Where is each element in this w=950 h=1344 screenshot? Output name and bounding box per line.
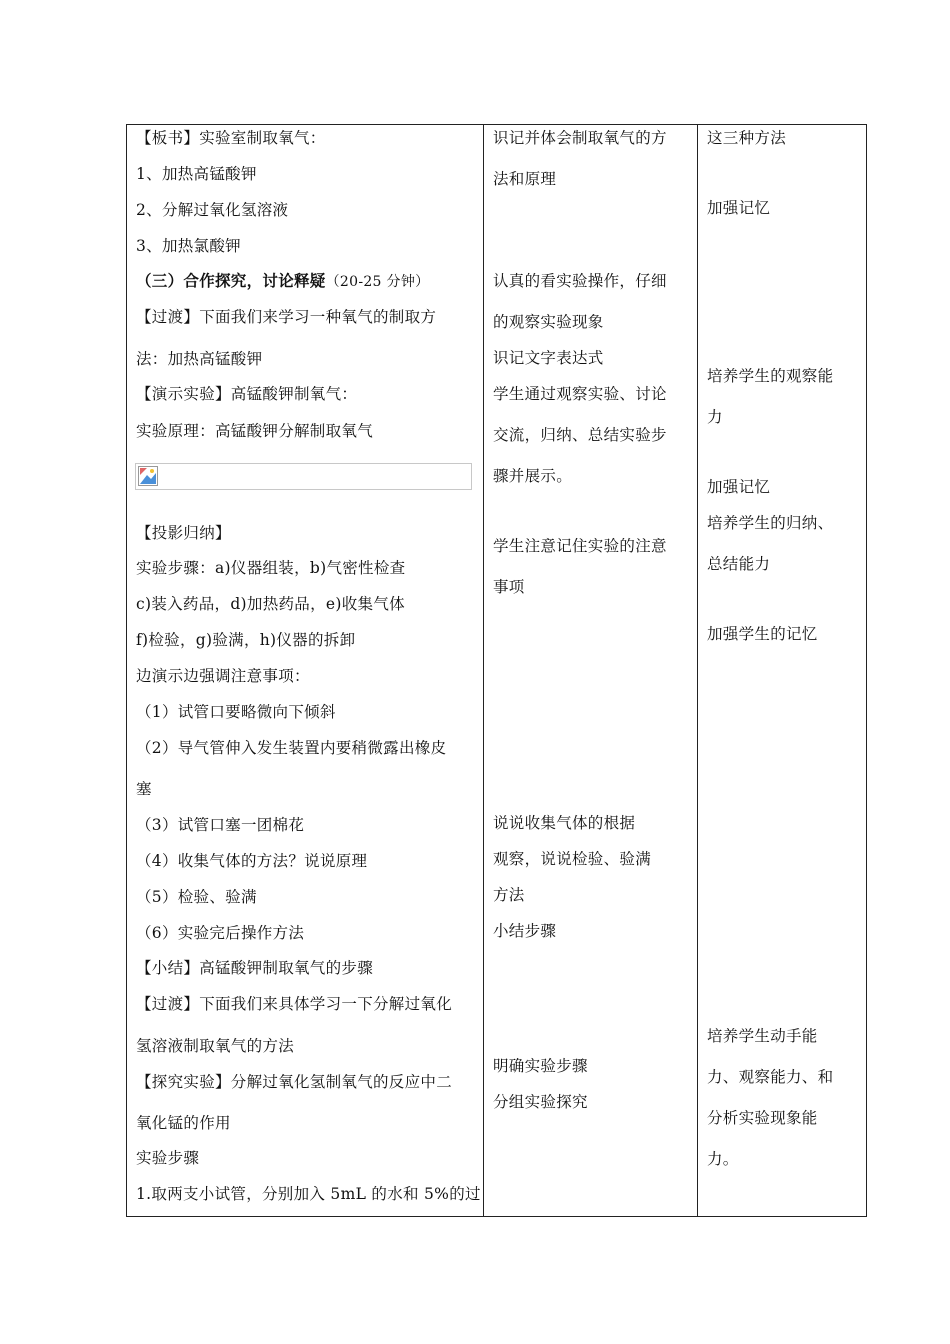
text-line: 识记文字表达式 (493, 349, 604, 367)
lesson-plan-table (126, 124, 867, 1217)
text-line: 事项 (493, 578, 525, 596)
text-line: 加强记忆 (707, 478, 771, 496)
section-heading-title: （三）合作探究，讨论释疑 (136, 271, 326, 290)
text-line: 3、加热氯酸钾 (136, 237, 241, 255)
design-intent-cell (698, 125, 867, 1217)
text-line: 培养学生的观察能 (707, 367, 834, 385)
text-line: 认真的看实验操作，仔细 (493, 272, 667, 290)
student-activity-cell (484, 125, 698, 1217)
text-line: 分组实验探究 (493, 1093, 588, 1111)
table-row (127, 125, 867, 1217)
text-line: 学生通过观察实验、讨论 (493, 385, 667, 403)
broken-image-icon (138, 466, 158, 486)
text-line: 小结步骤 (493, 922, 557, 940)
text-line: 力 (707, 408, 723, 426)
text-line: 氧化锰的作用 (136, 1114, 231, 1132)
text-line: 法：加热高锰酸钾 (136, 350, 263, 368)
teacher-activity-cell (127, 125, 484, 1217)
text-line: 氢溶液制取氧气的方法 (136, 1037, 295, 1055)
text-line: 的观察实验现象 (493, 313, 604, 331)
text-line: 总结能力 (707, 555, 771, 573)
text-line: 1、加热高锰酸钾 (136, 165, 257, 183)
text-line: 识记并体会制取氧气的方 (493, 129, 667, 147)
text-line: 实验步骤：a)仪器组装，b)气密性检查 (136, 559, 406, 577)
text-line: （1）试管口要略微向下倾斜 (136, 703, 336, 721)
text-line: 实验原理：高锰酸钾分解制取氧气 (136, 422, 374, 440)
broken-image-placeholder (135, 463, 472, 490)
text-line: （6）实验完后操作方法 (136, 924, 305, 942)
text-line: 法和原理 (493, 170, 557, 188)
text-line: f)检验，g)验满，h)仪器的拆卸 (136, 631, 356, 649)
text-line: 力。 (707, 1150, 739, 1168)
text-line: （5）检验、验满 (136, 888, 257, 906)
text-line: 观察，说说检验、验满 (493, 850, 652, 868)
text-line: 明确实验步骤 (493, 1057, 588, 1075)
text-line: 学生注意记住实验的注意 (493, 537, 667, 555)
text-line: 培养学生动手能 (707, 1027, 818, 1045)
text-line: 【探究实验】分解过氧化氢制氧气的反应中二 (136, 1073, 453, 1091)
text-line: 力、观察能力、和 (707, 1068, 834, 1086)
text-line: 【板书】实验室制取氧气： (136, 129, 326, 147)
text-line: 2、分解过氧化氢溶液 (136, 201, 289, 219)
text-line: 【演示实验】高锰酸钾制氧气： (136, 385, 358, 403)
text-line: 【过渡】下面我们来具体学习一下分解过氧化 (136, 995, 453, 1013)
text-line: （2）导气管伸入发生装置内要稍微露出橡皮 (136, 739, 447, 757)
text-line: 边演示边强调注意事项： (136, 667, 310, 685)
text-line: 分析实验现象能 (707, 1109, 818, 1127)
text-line: 骤并展示。 (493, 467, 573, 485)
text-line: 实验步骤 (136, 1149, 200, 1167)
text-line: 加强学生的记忆 (707, 625, 818, 643)
text-line: 方法 (493, 886, 525, 904)
text-line: 说说收集气体的根据 (493, 814, 636, 832)
text-line: 【小结】高锰酸钾制取氧气的步骤 (136, 959, 374, 977)
text-line: 【投影归纳】 (136, 524, 231, 542)
text-line: 交流，归纳、总结实验步 (493, 426, 667, 444)
text-line: 【过渡】下面我们来学习一种氧气的制取方 (136, 308, 437, 326)
text-line: （3）试管口塞一团棉花 (136, 816, 305, 834)
section-heading-time: （20-25 分钟） (325, 274, 430, 290)
text-line: 1.取两支小试管，分别加入 5mL 的水和 5%的过 (136, 1185, 481, 1203)
text-line: 培养学生的归纳、 (707, 514, 834, 532)
section-heading (136, 270, 429, 293)
text-line: （4）收集气体的方法？说说原理 (136, 852, 368, 870)
text-line: 塞 (136, 780, 152, 798)
text-line: 加强记忆 (707, 199, 771, 217)
text-line: 这三种方法 (707, 129, 787, 147)
text-line: c)装入药品，d)加热药品，e)收集气体 (136, 595, 405, 613)
